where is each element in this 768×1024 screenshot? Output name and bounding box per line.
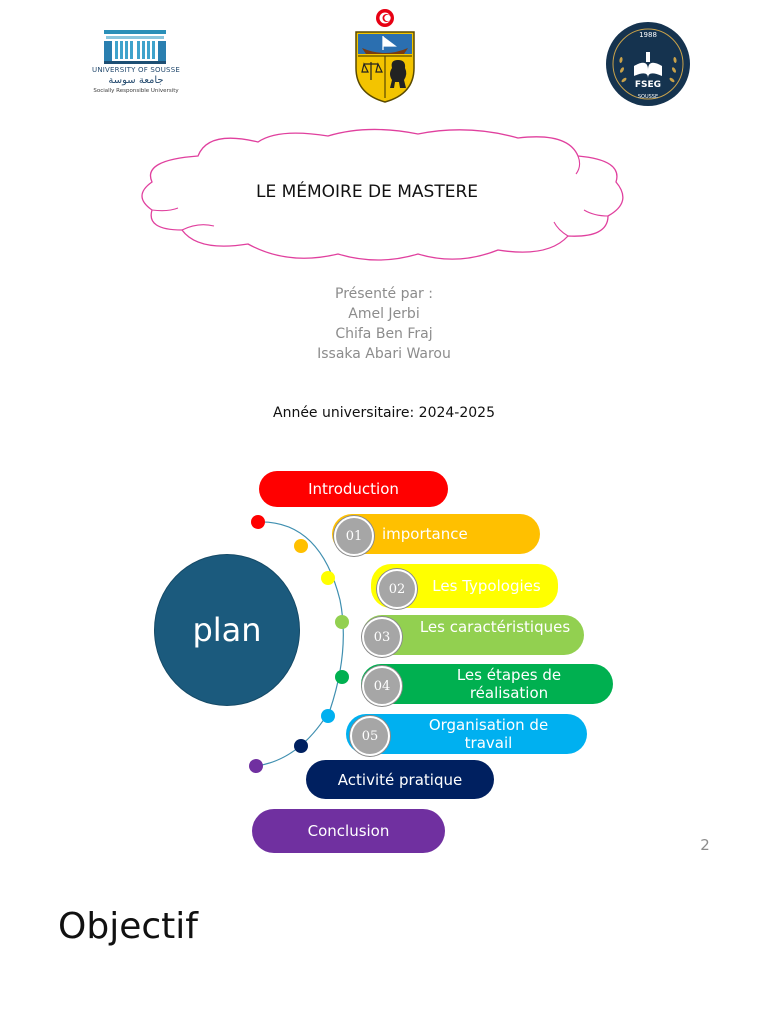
plan-item-activity — [306, 760, 494, 799]
dot-05 — [321, 709, 335, 723]
plan-item-conclusion — [252, 809, 445, 853]
number-badge: 04 — [362, 666, 402, 706]
academic-year: Année universitaire: 2024-2025 — [273, 405, 495, 421]
university-tagline: Socially Responsible University — [93, 88, 179, 94]
svg-text:SOUSSE: SOUSSE — [637, 94, 659, 100]
plan-item-label: Conclusion — [307, 822, 390, 840]
dot-conclusion — [249, 759, 263, 773]
tunisia-coat-of-arms-icon — [350, 8, 420, 104]
dot-activity — [294, 739, 308, 753]
plan-item-label: Organisation de travail — [428, 716, 549, 752]
author-name: Chifa Ben Fraj — [335, 326, 433, 342]
dot-01 — [294, 539, 308, 553]
plan-item-label: Les Typologies — [432, 577, 541, 595]
plan-item-label: Les étapes de réalisation — [456, 666, 562, 702]
university-name-ar: جامعة سوسة — [108, 75, 164, 86]
author-name: Amel Jerbi — [348, 306, 420, 322]
dot-03 — [335, 615, 349, 629]
plan-item-label: Introduction — [308, 480, 399, 498]
plan-center-circle: plan — [154, 554, 300, 706]
section-title: Objectif — [58, 906, 198, 947]
svg-text:FSEG: FSEG — [634, 80, 662, 90]
number-badge: 02 — [377, 569, 417, 609]
plan-item-label: importance — [382, 525, 468, 543]
plan-item-introduction — [259, 471, 448, 507]
plan-item-label: Activité pratique — [337, 770, 463, 789]
plan-item-label: Les caractéristiques — [419, 618, 571, 636]
dot-04 — [335, 670, 349, 684]
university-building-icon — [104, 30, 166, 64]
dot-02 — [321, 571, 335, 585]
dot-intro — [251, 515, 265, 529]
number-badge: 03 — [362, 617, 402, 657]
fseg-seal-icon — [604, 20, 692, 108]
presented-by-label: Présenté par : — [335, 286, 433, 302]
svg-text:1988: 1988 — [639, 31, 657, 39]
university-of-sousse-logo — [92, 28, 180, 98]
document-title: LE MÉMOIRE DE MASTERE — [255, 182, 479, 202]
author-name: Issaka Abari Warou — [317, 346, 451, 362]
page-number: 2 — [700, 836, 710, 854]
number-badge: 01 — [334, 516, 374, 556]
university-name-en: UNIVERSITY OF SOUSSE — [92, 66, 180, 74]
number-badge: 05 — [350, 716, 390, 756]
